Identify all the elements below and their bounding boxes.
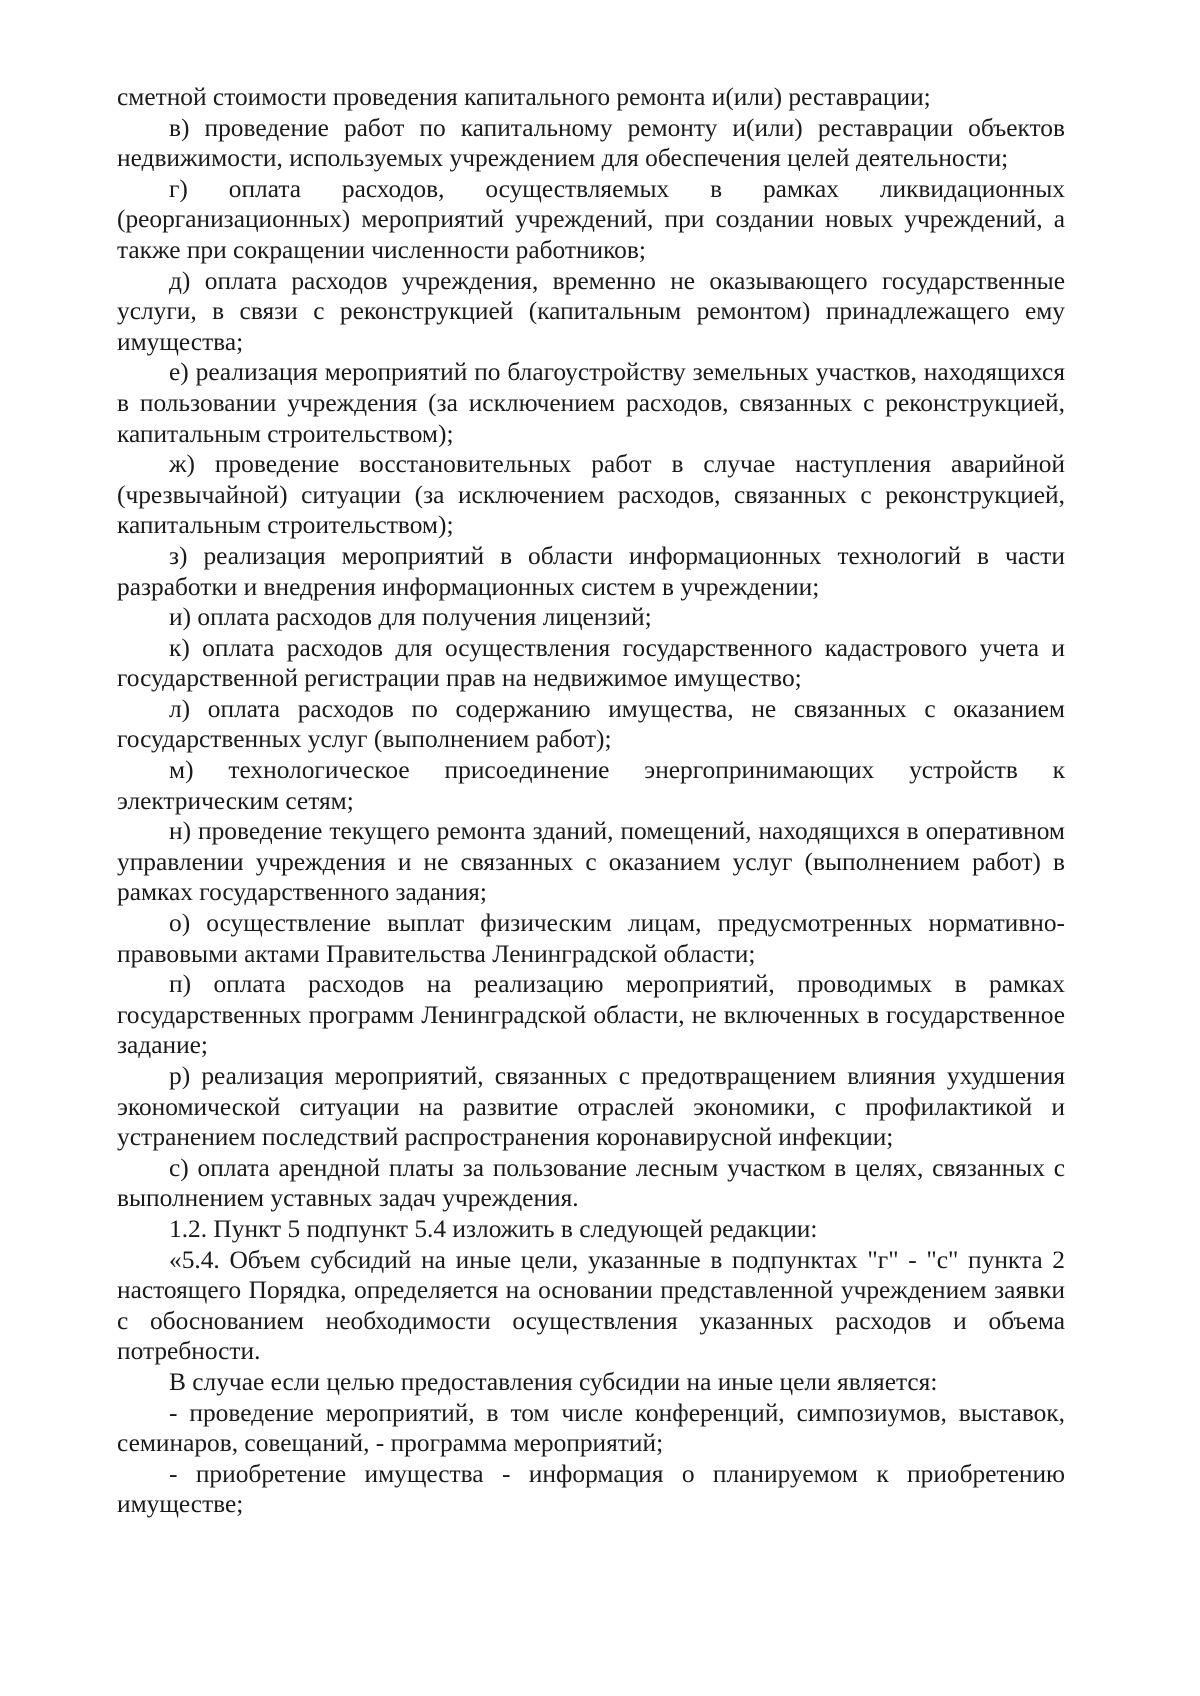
paragraph-item-d: д) оплата расходов учреждения, временно не оказывающего государственные услуги, в связи с реконструкцией (капитальным ремонтом) принадлежащего ему имущества;: [117, 266, 1065, 356]
paragraph-item-s: с) оплата арендной платы за пользование лесным участком в целях, связанных с выполнением уставных задач учреждения.: [117, 1153, 1065, 1213]
paragraph-item-o: о) осуществление выплат физическим лицам, предусмотренных нормативно-правовыми актами Правительства Ленинградской области;: [117, 909, 1065, 968]
paragraph-item-g: г) оплата расходов, осуществляемых в рамках ликвидационных (реорганизационных) мероприятий учреждений, при создании новых учреждений, а также при сокращении численности работников;: [117, 174, 1065, 264]
paragraph-item-p: п) оплата расходов на реализацию мероприятий, проводимых в рамках государственных программ Ленинградской области, не включенных в государственное задание;: [117, 970, 1065, 1060]
paragraph-item-m: м) технологическое присоединение энергопринимающих устройств к электрическим сетям;: [117, 756, 1065, 815]
paragraph-dash-item-events: - проведение мероприятий, в том числе конференций, симпозиумов, выставок, семинаров, совещаний, - программа мероприятий;: [117, 1398, 1065, 1458]
document-page: [117, 82, 1065, 1520]
paragraph-item-v: в) проведение работ по капитальному ремонту и(или) реставрации объектов недвижимости, используемых учреждением для обеспечения целей деятельности;: [117, 113, 1065, 173]
paragraph-item-n: н) проведение текущего ремонта зданий, помещений, находящихся в оперативном управлении учреждения и не связанных с оказанием услуг (выполнением работ) в рамках государственного задания;: [117, 817, 1065, 907]
paragraph-item-e: е) реализация мероприятий по благоустройству земельных участков, находящихся в пользовании учреждения (за исключением расходов, связанных с реконструкцией, капитальным строительством);: [117, 358, 1065, 448]
paragraph-item-i: и) оплата расходов для получения лицензий;: [169, 603, 652, 632]
paragraph-section-1-2: 1.2. Пункт 5 подпункт 5.4 изложить в следующей редакции:: [169, 1214, 818, 1243]
paragraph-dash-item-property: - приобретение имущества - информация о планируемом к приобретению имуществе;: [117, 1459, 1065, 1519]
paragraph-item-zh: ж) проведение восстановительных работ в случае наступления аварийной (чрезвычайной) ситуации (за исключением расходов, связанных с реконструкцией, капитальным строительством);: [117, 450, 1065, 540]
paragraph-item-l: л) оплата расходов по содержанию имущества, не связанных с оказанием государственных услуг (выполнением работ);: [117, 694, 1065, 754]
paragraph-item-k: к) оплата расходов для осуществления государственного кадастрового учета и государственной регистрации прав на недвижимое имущество;: [117, 633, 1065, 693]
paragraph-clause-5-4: «5.4. Объем субсидий на иные цели, указанные в подпунктах "г" - "с" пункта 2 настоящего Порядка, определяется на основании представленной учреждением заявки с обоснованием необходимости осуществления указанных расходов и объема потребности.: [117, 1245, 1065, 1366]
paragraph-item-z: з) реализация мероприятий в области информационных технологий в части разработки и внедрения информационных систем в учреждении;: [117, 541, 1065, 601]
paragraph-case-intro: В случае если целью предоставления субсидии на иные цели является:: [169, 1367, 938, 1396]
paragraph-continuation: сметной стоимости проведения капитального ремонта и(или) реставрации;: [117, 83, 931, 111]
paragraph-item-r: р) реализация мероприятий, связанных с предотвращением влияния ухудшения экономической ситуации на развитие отраслей экономики, с профилактикой и устранением последствий распространения коронавирусной инфекции;: [117, 1062, 1065, 1152]
